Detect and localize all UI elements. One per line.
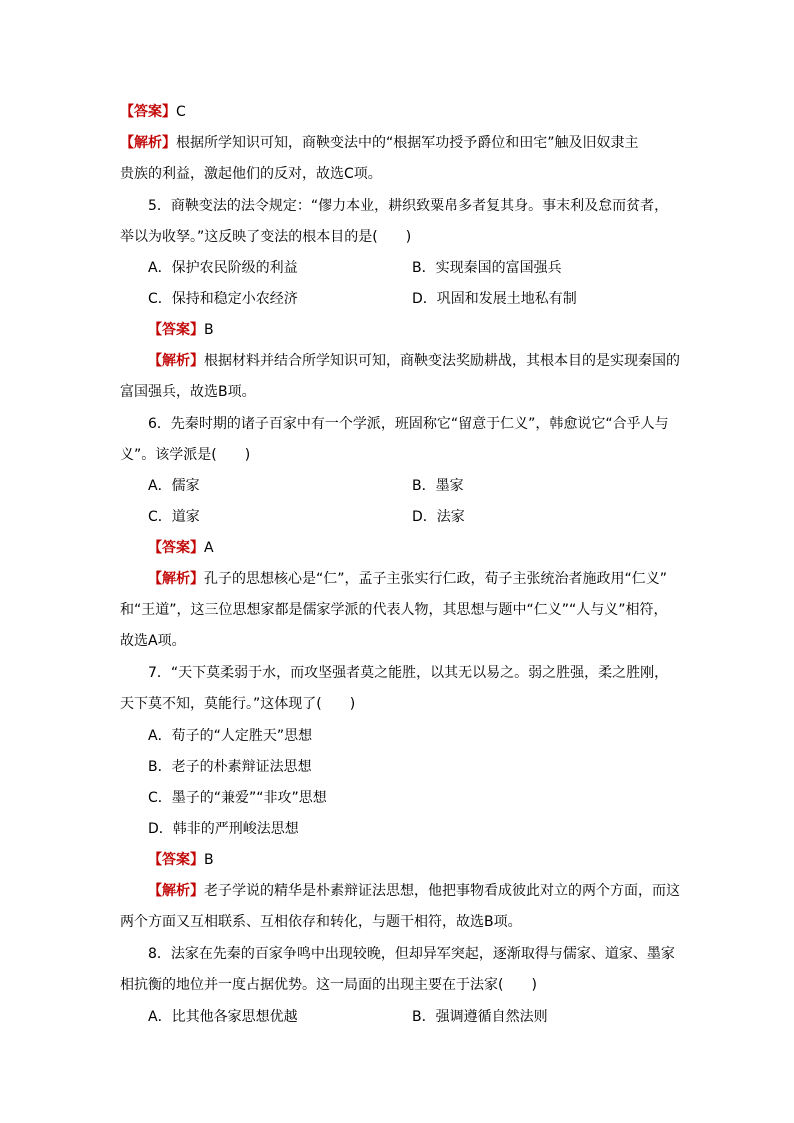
- q5-option-b: B．实现秦国的富国强兵: [412, 260, 562, 276]
- q7-analysis-line-2: 两个方面又互相联系、互相依存和转化，与题干相符，故选B项。: [120, 914, 522, 930]
- q5-analysis-line-2: 富国强兵，故选B项。: [120, 384, 256, 400]
- q8-stem-line-2: 相抗衡的地位并一度占据优势。这一局面的出现主要在于法家( ): [120, 977, 537, 993]
- q7-option-a: A．荀子的“人定胜天”思想: [148, 728, 313, 744]
- q6-analysis-line-2: 和“王道”，这三位思想家都是儒家学派的代表人物，其思想与题中“仁义”“人与义”相符，: [120, 602, 668, 618]
- q7-analysis-line-1: [148, 881, 680, 901]
- q6-option-c: C．道家: [148, 509, 200, 525]
- q6-analysis-line-1: [148, 569, 667, 589]
- q6-answer-value: A: [204, 540, 214, 556]
- q8-option-a: A．比其他各家思想优越: [148, 1009, 298, 1025]
- answer-tag: 【答案】: [120, 104, 176, 120]
- answer-tag: 【答案】: [148, 322, 204, 338]
- q5-option-c: C．保持和稳定小农经济: [148, 291, 298, 307]
- analysis-tag: 【解析】: [148, 353, 204, 369]
- q5-analysis-text-1: 根据材料并结合所学知识可知，商鞅变法奖励耕战，其根本目的是实现秦国的: [204, 353, 680, 369]
- q7-stem-line-2: 天下莫不知，莫能行。”这体现了( ): [120, 696, 356, 712]
- q6-stem-line-2: 义”。该学派是( ): [120, 447, 251, 463]
- q4-analysis-line-2: 贵族的利益，激起他们的反对，故选C项。: [120, 166, 382, 182]
- q5-analysis-line-1: [148, 351, 680, 371]
- q6-analysis-line-3: 故选A项。: [120, 633, 186, 649]
- q4-analysis-text-1: 根据所学知识可知，商鞅变法中的“根据军功授予爵位和田宅”触及旧奴隶主: [176, 135, 639, 151]
- q7-stem-line-1: 7．“天下莫柔弱于水，而攻坚强者莫之能胜，以其无以易之。弱之胜强，柔之胜刚，: [148, 665, 669, 681]
- q5-option-a: A．保护农民阶级的利益: [148, 260, 298, 276]
- q5-option-d: D．巩固和发展土地私有制: [412, 291, 577, 307]
- answer-tag: 【答案】: [148, 852, 204, 868]
- analysis-tag: 【解析】: [148, 571, 204, 587]
- analysis-tag: 【解析】: [120, 135, 176, 151]
- q7-answer-value: B: [204, 852, 214, 868]
- q4-answer: [120, 102, 186, 122]
- q8-stem-line-1: 8．法家在先秦的百家争鸣中出现较晚，但却异军突起，逐渐取得与儒家、道家、墨家: [148, 946, 675, 962]
- q5-answer-value: B: [204, 322, 214, 338]
- q7-option-c: C．墨子的“兼爱”“非攻”思想: [148, 790, 327, 806]
- q5-stem-line-2: 举以为收孥。”这反映了变法的根本目的是( ): [120, 229, 412, 245]
- q6-answer: [148, 538, 214, 558]
- q8-option-b: B．强调遵循自然法则: [412, 1009, 548, 1025]
- q7-answer: [148, 850, 214, 870]
- q7-option-b: B．老子的朴素辩证法思想: [148, 759, 312, 775]
- q5-stem-line-1: 5．商鞅变法的法令规定：“僇力本业，耕织致粟帛多者复其身。事末利及怠而贫者，: [148, 198, 669, 214]
- q6-option-d: D．法家: [412, 509, 465, 525]
- q4-answer-value: C: [176, 104, 186, 120]
- analysis-tag: 【解析】: [148, 883, 204, 899]
- answer-tag: 【答案】: [148, 540, 204, 556]
- q7-option-d: D．韩非的严刑峻法思想: [148, 821, 299, 837]
- q5-answer: [148, 320, 214, 340]
- q6-option-a: A．儒家: [148, 478, 200, 494]
- q7-analysis-text-1: 老子学说的精华是朴素辩证法思想，他把事物看成彼此对立的两个方面，而这: [204, 883, 680, 899]
- q6-stem-line-1: 6．先秦时期的诸子百家中有一个学派，班固称它“留意于仁义”，韩愈说它“合乎人与: [148, 416, 669, 432]
- q6-analysis-text-1: 孔子的思想核心是“仁”，孟子主张实行仁政，荀子主张统治者施政用“仁义”: [204, 571, 668, 587]
- q6-option-b: B．墨家: [412, 478, 464, 494]
- q4-analysis-line-1: [120, 133, 639, 153]
